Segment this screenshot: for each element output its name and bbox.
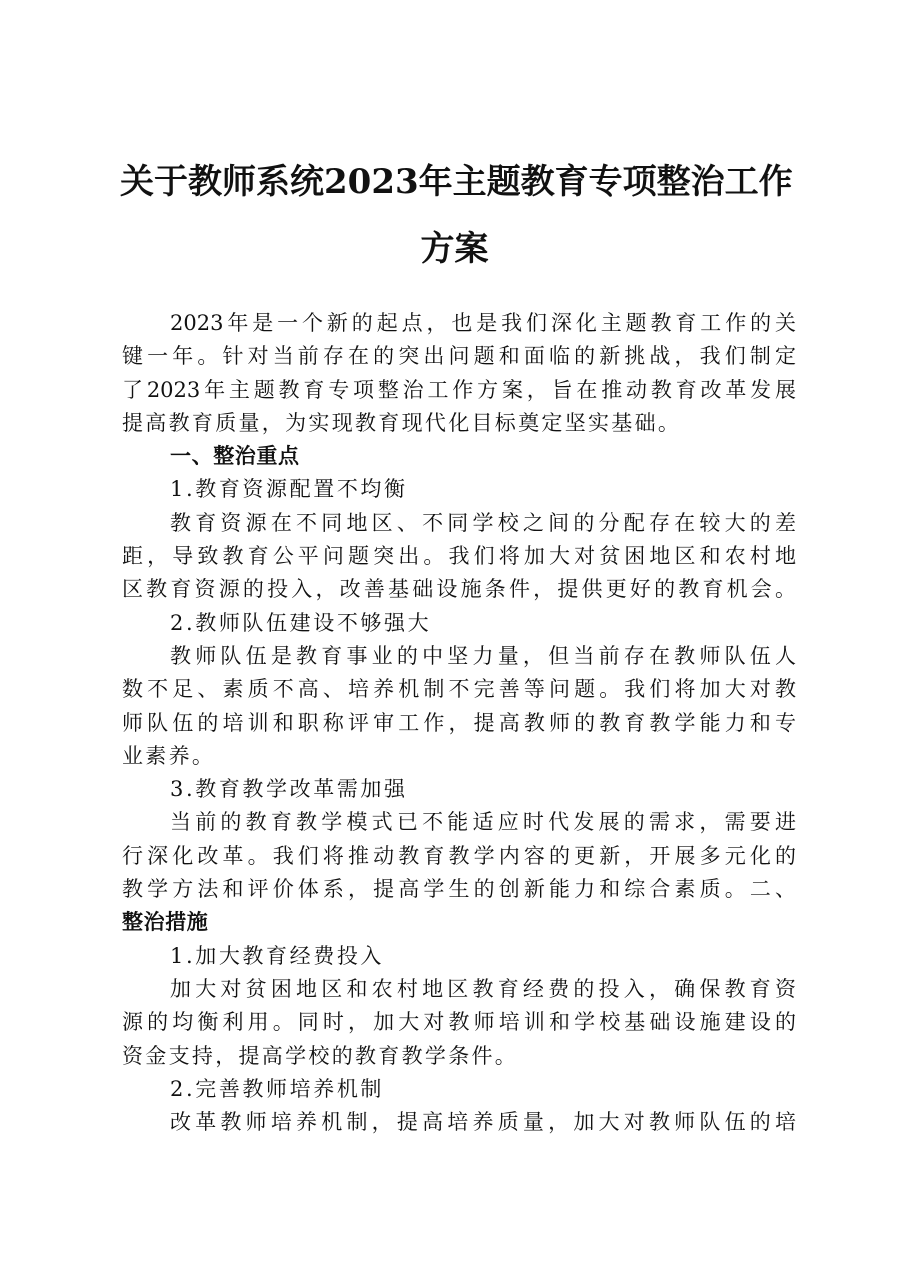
document-title-line-1: 关于教师系统2023年主题教育专项整治工作 [120,162,793,202]
paragraph-line: 教学方法和评价体系，提高学生的创新能力和综合素质。二、 [122,877,796,902]
document-title-line-2: 方案 [420,229,489,269]
paragraph-line: 改革教师培养机制，提高培养质量，加大对教师队伍的培 [170,1110,796,1135]
subsection-heading: 1.加大教育经费投入 [170,943,385,968]
paragraph-line: 距，导致教育公平问题突出。我们将加大对贫困地区和农村地 [122,544,796,569]
subsection-heading: 1.教育资源配置不均衡 [170,477,408,502]
subsection-heading: 2.教师队伍建设不够强大 [170,610,432,635]
paragraph-line: 区教育资源的投入，改善基础设施条件，提供更好的教育机会。 [122,577,796,602]
paragraph-line: 数不足、素质不高、培养机制不完善等问题。我们将加大对教 [122,677,796,702]
section-heading: 一、整治重点 [170,444,300,469]
subsection-heading: 2.完善教师培养机制 [170,1076,385,1101]
paragraph-line: 2023年是一个新的起点，也是我们深化主题教育工作的关 [170,311,796,335]
section-heading: 整治措施 [122,910,209,935]
subsection-heading: 3.教育教学改革需加强 [170,777,408,802]
paragraph-line: 资金支持，提高学校的教育教学条件。 [122,1043,519,1068]
paragraph-line: 当前的教育教学模式已不能适应时代发展的需求，需要进 [170,810,796,835]
paragraph-line: 提高教育质量，为实现教育现代化目标奠定坚实基础。 [122,410,682,435]
paragraph-line: 加大对贫困地区和农村地区教育经费的投入，确保教育资 [170,976,796,1001]
paragraph-line: 了2023年主题教育专项整治工作方案，旨在推动教育改革发展 [122,377,796,402]
paragraph-line: 师队伍的培训和职称评审工作，提高教师的教育教学能力和专 [122,710,796,735]
document-body [122,307,796,1139]
paragraph-line: 教师队伍是教育事业的中坚力量，但当前存在教师队伍人 [170,643,796,668]
paragraph-line: 教育资源在不同地区、不同学校之间的分配存在较大的差 [170,510,796,535]
paragraph-line: 业素养。 [122,743,216,768]
paragraph-line: 键一年。针对当前存在的突出问题和面临的新挑战，我们制定 [122,344,796,369]
paragraph-line: 源的均衡利用。同时，加大对教师培训和学校基础设施建设的 [122,1010,796,1035]
paragraph-line: 行深化改革。我们将推动教育教学内容的更新，开展多元化的 [122,843,796,868]
